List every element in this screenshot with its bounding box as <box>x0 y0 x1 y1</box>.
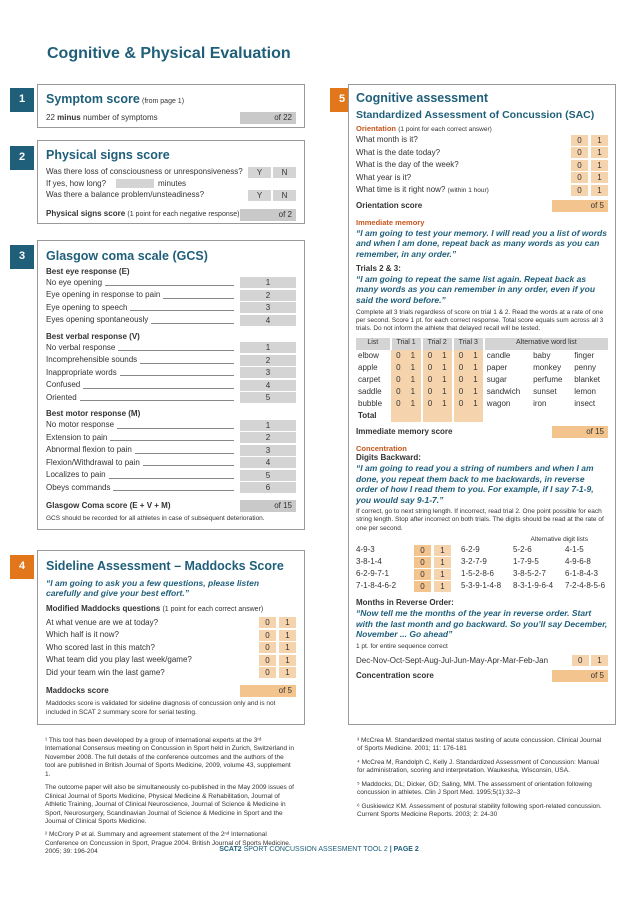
eye-response-title: Best eye response (E) <box>46 266 130 276</box>
question-text: At what venue are we at today? <box>46 617 159 627</box>
response-label: No eye opening <box>46 277 103 287</box>
response-label: Eye opening to speech <box>46 302 128 312</box>
trials-note: Complete all 3 trials regardless of score on trial 1 & 2. Read the words at a rate of one per second. Score 1 pt. for each correct response. Total score equals sum across all 3 trials. Do not inform the athlete that delayed recall will be tested. <box>356 308 604 333</box>
alt-word-cell: insect <box>574 398 596 408</box>
score-one[interactable]: 1 <box>591 185 608 196</box>
alt-word-cell: monkey <box>533 362 562 372</box>
trial-cell[interactable]: 0 1 <box>391 386 422 398</box>
months-sequence: Dec-Nov-Oct-Sept-Aug-Jul-Jun-May-Apr-Mar-Feb-Jan <box>356 655 549 665</box>
trials-title: Trials 2 & 3: <box>356 263 401 273</box>
alt-word-cell: sugar <box>486 374 507 384</box>
trial-cell[interactable]: 0 1 <box>391 362 422 374</box>
score-value-box[interactable]: 5 <box>240 470 296 481</box>
score-zero[interactable]: 0 <box>571 172 588 183</box>
trial-cell[interactable]: 0 1 <box>391 374 422 386</box>
maddocks-note: Maddocks score is validated for sideline diagnosis of concussion only and is not included in SCAT 2 summary score for serial testing. <box>46 700 276 716</box>
months-quote: “Now tell me the months of the year in reverse order. Start with the last month and go backward. So you’ll say December, November ... Go ahead” <box>356 608 608 640</box>
word-row <box>356 362 609 374</box>
word-table-header: Trial 1 <box>391 338 422 350</box>
dotted-line <box>109 472 234 479</box>
concentration-title: Concentration <box>356 443 407 453</box>
dotted-line <box>105 279 234 286</box>
maddocks-question-row <box>46 617 296 630</box>
dotted-line <box>135 447 234 454</box>
response-label: Extension to pain <box>46 432 108 442</box>
section-title: Physical signs score <box>46 148 170 162</box>
verbal-response-title: Best verbal response (V) <box>46 331 140 341</box>
alt-digit-string: 1-5-2-8-6 <box>461 569 494 579</box>
score-one[interactable]: 1 <box>434 557 451 568</box>
digit-row <box>356 556 608 568</box>
section-subtitle: Standardized Assessment of Concussion (SAC) <box>356 108 595 121</box>
total-cell[interactable] <box>422 410 453 422</box>
digit-row <box>356 580 608 592</box>
eye-response-row <box>46 277 296 290</box>
trials-quote: “I am going to repeat the same list again. Repeat back as many words as you can remember in any order, even if you said the word before.” <box>356 273 596 305</box>
score-one[interactable]: 1 <box>279 642 296 653</box>
score-label: Maddocks score <box>46 686 109 696</box>
score-one[interactable]: 1 <box>434 569 451 580</box>
footnotes-left <box>45 737 295 862</box>
response-label: No verbal response <box>46 342 116 352</box>
score-value-box[interactable]: 3 <box>240 445 296 456</box>
score-zero[interactable]: 0 <box>414 545 431 556</box>
dotted-line <box>118 344 234 351</box>
digit-string: 7-1-8-4-6-2 <box>356 581 397 591</box>
footnote: The outcome paper will also be simultaneously co-published in the May 2009 issues of Clinical Journal of Sports Medicine, Physical Medicine & Rehabilitation, Journal of Athletic Training, Journal of Clinical Neuroscience, Journal of Science & Medicine in Sport, Neurosurgery, Scandinavian Journal of Science & Medicine in Sport and the Journal of Clinical Sports Medicine. <box>45 784 294 825</box>
word-cell: apple <box>358 362 378 372</box>
score-one[interactable]: 1 <box>279 667 296 678</box>
question-text: Who scored last in this match? <box>46 642 155 652</box>
alt-digit-string: 7-2-4-8-5-6 <box>565 581 606 591</box>
dotted-line <box>130 304 234 311</box>
score-zero[interactable]: 0 <box>571 185 588 196</box>
motor-response-row <box>46 432 296 445</box>
score-label: Physical signs score (1 point for each negative response) <box>46 209 240 219</box>
score-value-box[interactable]: 1 <box>240 342 296 353</box>
dotted-line <box>83 382 234 389</box>
question-text: What year is it? <box>356 172 412 182</box>
maddocks-section <box>37 550 305 725</box>
motor-response-row <box>46 419 296 432</box>
memory-score-field[interactable]: of 15 <box>552 426 608 438</box>
score-one[interactable]: 1 <box>279 617 296 628</box>
alt-word-cell: iron <box>533 398 547 408</box>
trial-cell[interactable]: 0 1 <box>453 386 484 398</box>
word-row <box>356 374 609 386</box>
score-label: Immediate memory score <box>356 426 453 436</box>
trial-cell[interactable]: 0 1 <box>422 398 453 410</box>
question-text: Was there loss of consciousness or unresponsiveness? <box>46 166 243 176</box>
score-one[interactable]: 1 <box>591 147 608 158</box>
orientation-question-row <box>356 184 608 197</box>
yes-box[interactable]: Y <box>248 167 271 178</box>
symptom-score-field[interactable]: of 22 <box>240 112 296 124</box>
minutes-input[interactable] <box>116 179 154 188</box>
word-cell: bubble <box>358 398 383 408</box>
word-total-row <box>356 410 609 422</box>
alt-word-cell: penny <box>574 362 597 372</box>
dotted-line <box>163 292 234 299</box>
score-zero[interactable]: 0 <box>572 655 589 666</box>
orientation-question-row <box>356 146 608 159</box>
total-cell[interactable] <box>453 410 484 422</box>
word-cell: elbow <box>358 350 379 360</box>
physical-score-field[interactable]: of 2 <box>240 209 296 221</box>
response-label: Obeys commands <box>46 482 111 492</box>
score-value-box[interactable]: 1 <box>240 277 296 288</box>
score-one[interactable]: 1 <box>279 655 296 666</box>
orientation-question-row <box>356 171 608 184</box>
response-label: Flexion/Withdrawal to pain <box>46 457 140 467</box>
digit-string: 3-8-1-4 <box>356 557 382 567</box>
score-zero[interactable]: 0 <box>414 557 431 568</box>
alt-word-cell: lemon <box>574 386 597 396</box>
score-label: Orientation score <box>356 201 423 211</box>
page-footer: SCAT2 SPORT CONCUSSION ASSESMENT TOOL 2 | PAGE 2 <box>219 846 419 853</box>
eye-response-row <box>46 302 296 315</box>
alt-digit-string: 3-2-7-9 <box>461 557 487 567</box>
response-label: Oriented <box>46 392 77 402</box>
symptom-score-line: 22 minus number of symptoms <box>46 112 158 122</box>
question-text: What is the day of the week? <box>356 160 459 170</box>
score-value-box[interactable]: 4 <box>240 315 296 326</box>
dotted-line <box>110 434 234 441</box>
response-label: Eyes opening spontaneously <box>46 315 149 325</box>
gcs-note: GCS should be recorded for all athletes in case of subsequent deterioration. <box>46 515 265 523</box>
question-text: Which half is it now? <box>46 630 119 640</box>
word-table-header: Trial 2 <box>422 338 453 350</box>
word-row <box>356 386 609 398</box>
section-title: Cognitive assessment <box>356 91 488 105</box>
alt-digit-string: 1-7-9-5 <box>513 557 539 567</box>
eye-response-row <box>46 289 296 302</box>
motor-response-row <box>46 444 296 457</box>
score-zero[interactable]: 0 <box>259 617 276 628</box>
question-text: What month is it? <box>356 135 418 145</box>
question-text: Was there a balance problem/unsteadiness? <box>46 189 205 199</box>
maddocks-score-field[interactable]: of 5 <box>240 685 296 697</box>
no-box[interactable]: N <box>273 190 296 201</box>
dotted-line <box>143 459 234 466</box>
orientation-score-field[interactable]: of 5 <box>552 200 608 212</box>
alt-word-cell: sandwich <box>486 386 521 396</box>
alt-digit-string: 4-9-6-8 <box>565 557 591 567</box>
alt-word-cell: baby <box>533 350 551 360</box>
footnote: ⁶ Guskiewicz KM. Assessment of postural stability following sport-related concussion. Current Sports Medicine Reports. 2003; 2: 24-30 <box>357 802 602 819</box>
digit-row <box>356 568 608 580</box>
digit-row <box>356 544 608 556</box>
dotted-line <box>117 422 234 429</box>
from-page-note: (from page 1) <box>142 98 185 105</box>
section-number-badge: 3 <box>10 245 34 269</box>
cognitive-assessment-section: Cognitive assessment Standardized Assessment of Concussion (SAC) Orientation (1 point for each correct answer) What month is it? 0 1 What is the date today? 0 1 What is the day of the week? 0 1 What year is it? 0 1 What time is it right now? (within 1 hour) 0 1 Orientation score of 5 Immediate memory “I am going to test your memory. I will read you a list of words and when I am done, repeat back as many words as you can remember, in any order.” Trials 2 & 3: “I am going to repeat the same list again. Repeat back as many words as you can remember in any order, even if you said the word before.” Complete all 3 trials regardless of score on trial 1 & 2. Read the words at a rate of one per second. Score 1 pt. for each correct response. Total score equals sum across all 3 trials. Do not inform the athlete that delayed recall will be tested. List Trial 1 Trial 2 Trial 3 Alternative word list elbow 0 1 0 1 0 1 candle baby finger apple 0 1 0 1 0 1 paper monkey penny carpet 0 1 0 1 0 1 sugar perfume blanket saddle 0 1 0 1 0 1 sandwich sunset lemon bubble 0 1 0 1 0 1 wagon iron insect Total Immediate memory score of 15 Concentration Digits Backward: “I am going to read you a string of numbers and when I am done, you repeat them back to me backwards, in reverse order of how I read them to you. For example, if I say 7-1-9, you would say 9-1-7.” If correct, go to next string length. If incorrect, read trial 2. One point possible for each string length. Stop after incorrect on both trials. The digits should be read at the rate of one per second. Alternative digit lists 4-9-3 0 1 6-2-9 5-2-6 4-1-5 3-8-1-4 0 1 3-2-7-9 1-7-9-5 4-9-6-8 6-2-9-7-1 0 1 1-5-2-8-6 3-8-5-2-7 6-1-8-4-3 7-1-8-4-6-2 0 1 5-3-9-1-4-8 8-3-1-9-6-4 7-2-4-8-5-6 Months in Reverse Order: “Now tell me the months of the year in reverse order. Start with the last month and go backward. So you’ll say December, November ... Go ahead” 1 pt. for entire sequence correct Dec-Nov-Oct-Sept-Aug-Jul-Jun-May-Apr-Mar-Feb-Jan 0 1 Concentration score of 5 <box>348 84 616 725</box>
section-number-badge: 2 <box>10 146 34 170</box>
maddocks-question-row <box>46 629 296 642</box>
physical-signs-section <box>37 140 305 224</box>
footnotes-right <box>357 737 602 825</box>
score-zero[interactable]: 0 <box>259 630 276 641</box>
score-one[interactable]: 1 <box>591 160 608 171</box>
verbal-response-row <box>46 392 296 405</box>
orientation-question-row <box>356 134 608 147</box>
orientation-title: Orientation <box>356 123 397 133</box>
trial-cell[interactable]: 0 1 <box>453 350 484 362</box>
score-value-box[interactable]: 2 <box>240 432 296 443</box>
maddocks-question-row <box>46 667 296 680</box>
trial-cell[interactable]: 0 1 <box>391 398 422 410</box>
score-zero[interactable]: 0 <box>259 667 276 678</box>
question-text: What time is it right now? (within 1 hour) <box>356 185 489 195</box>
score-zero[interactable]: 0 <box>571 147 588 158</box>
score-label: Concentration score <box>356 671 434 681</box>
score-value-box[interactable]: 3 <box>240 367 296 378</box>
footnote: ¹ This tool has been developed by a group of international experts at the 3ʳᵈ International Consensus meeting on Concussion in Sport held in Zurich, Switzerland in November 2008. The full details of the conference outcomes and the authors of the tool are published in British Journal of Sports Medicine, 2009, volume 43, supplement 1. <box>45 737 294 778</box>
dotted-line <box>80 394 234 401</box>
response-label: No motor response <box>46 420 115 430</box>
score-value-box[interactable]: 2 <box>240 355 296 366</box>
score-value-box[interactable]: 2 <box>240 290 296 301</box>
trial-cell[interactable]: 0 1 <box>453 374 484 386</box>
score-value-box[interactable]: 1 <box>240 420 296 431</box>
trial-cell[interactable]: 0 1 <box>391 350 422 362</box>
score-value-box[interactable]: 4 <box>240 380 296 391</box>
dotted-line <box>140 357 234 364</box>
question-text: What team did you play last week/game? <box>46 655 192 665</box>
verbal-response-row <box>46 379 296 392</box>
section-number-badge: 4 <box>10 555 34 579</box>
question-text: If yes, how long? <box>46 178 107 188</box>
response-label: Confused <box>46 380 81 390</box>
motor-response-title: Best motor response (M) <box>46 409 141 419</box>
score-value-box[interactable]: 4 <box>240 457 296 468</box>
word-table-header: List <box>356 338 391 350</box>
digits-quote: “I am going to read you a string of numbers and when I am done, you repeat them back to me backwards, in reverse order of how I read them to you. For example, if I say 7-1-9, you would say 9-1-7.” <box>356 463 594 506</box>
alt-digit-title: Alternative digit lists <box>530 536 588 543</box>
word-table-header: Alternative word list <box>484 338 609 350</box>
alt-word-cell: wagon <box>486 398 511 408</box>
alt-word-cell: finger <box>574 350 595 360</box>
response-label: Localizes to pain <box>46 470 106 480</box>
score-zero[interactable]: 0 <box>259 642 276 653</box>
trial-cell[interactable]: 0 1 <box>453 398 484 410</box>
maddocks-question-row <box>46 654 296 667</box>
response-label: Inappropriate words <box>46 367 117 377</box>
immediate-memory-title: Immediate memory <box>356 218 425 228</box>
score-zero[interactable]: 0 <box>571 135 588 146</box>
section-number-badge: 1 <box>10 88 34 112</box>
alt-digit-string: 4-1-5 <box>565 545 584 555</box>
yes-box[interactable]: Y <box>248 190 271 201</box>
alt-digit-string: 5-3-9-1-4-8 <box>461 581 502 591</box>
motor-response-row <box>46 482 296 495</box>
digits-note: If correct, go to next string length. If incorrect, read trial 2. One point possible for each string length. Stop after incorrect on both trials. The digits should be read at the rate of one per second. <box>356 507 604 532</box>
alt-digit-string: 8-3-1-9-6-4 <box>513 581 554 591</box>
word-list-table <box>356 338 610 422</box>
word-row <box>356 350 609 362</box>
alt-word-cell: blanket <box>574 374 601 384</box>
digit-string: 4-9-3 <box>356 545 375 555</box>
section-title: Symptom score <box>46 92 140 106</box>
alt-word-cell: sunset <box>533 386 557 396</box>
score-zero[interactable]: 0 <box>414 581 431 592</box>
dotted-line <box>120 369 234 376</box>
response-label: Abnormal flexion to pain <box>46 445 132 455</box>
word-table-header: Trial 3 <box>453 338 484 350</box>
orientation-question-row <box>356 159 608 172</box>
digit-string: 6-2-9-7-1 <box>356 569 389 579</box>
footnote: ² McCrory P et al. Summary and agreement statement of the 2ⁿᵈ International Conference on Concussion in Sport, Prague 2004. British Journal of Sports Medicine. 2005; 39: 196-204 <box>45 831 291 856</box>
trial-cell[interactable]: 0 1 <box>453 362 484 374</box>
alt-digit-string: 6-1-8-4-3 <box>565 569 598 579</box>
score-one[interactable]: 1 <box>591 135 608 146</box>
no-box[interactable]: N <box>273 167 296 178</box>
score-one[interactable]: 1 <box>434 545 451 556</box>
eye-response-row <box>46 314 296 327</box>
response-label: Eye opening in response to pain <box>46 290 161 300</box>
section-number-badge: 5 <box>330 88 354 112</box>
score-one[interactable]: 1 <box>591 172 608 183</box>
footnote: ³ McCrea M. Standardized mental status testing of acute concussion. Clinical Journal of Sports Medicine. 2001; 11: 176-181 <box>357 737 602 753</box>
gcs-section <box>37 240 305 530</box>
symptom-score-section <box>37 84 305 128</box>
trial-cell[interactable]: 0 1 <box>422 374 453 386</box>
months-note: 1 pt. for entire sequence correct <box>356 643 448 650</box>
alt-word-cell: paper <box>486 362 508 372</box>
score-value-box[interactable]: 3 <box>240 302 296 313</box>
footnote: ⁴ McCrea M, Randolph C, Kelly J. Standardized Assessment of Concussion: Manual for administration, scoring and interpretation. Waukesha, Wisconsin, USA. <box>357 758 599 775</box>
concentration-score-field[interactable]: of 5 <box>552 670 608 682</box>
question-text: Did your team win the last game? <box>46 667 165 677</box>
minutes-label: minutes <box>158 178 187 188</box>
verbal-response-row <box>46 354 296 367</box>
score-zero[interactable]: 0 <box>414 569 431 580</box>
dotted-line <box>113 484 234 491</box>
page-title: Cognitive & Physical Evaluation <box>47 45 291 62</box>
maddocks-question-row <box>46 642 296 655</box>
response-label: Incomprehensible sounds <box>46 355 138 365</box>
total-label: Total <box>358 410 377 420</box>
memory-quote: “I am going to test your memory. I will read you a list of words and when I am done, repeat back as many words as you can remember, in any order.” <box>356 227 607 259</box>
months-title: Months in Reverse Order: <box>356 598 454 608</box>
trial-cell[interactable]: 0 1 <box>422 350 453 362</box>
score-value-box[interactable]: 5 <box>240 392 296 403</box>
trial-cell[interactable]: 0 1 <box>422 386 453 398</box>
section-title: Sideline Assessment – Maddocks Score <box>46 559 284 573</box>
alt-digit-string: 5-2-6 <box>513 545 532 555</box>
gcs-score-field[interactable]: of 15 <box>240 500 296 512</box>
footnote: ⁵ Maddocks, DL; Dicker, GD; Saling, MM. The assessment of orientation following concussion in athletes. Clin J Sport Med. 1995;5(1):32–3 <box>357 780 592 797</box>
question-text: What is the date today? <box>356 147 441 157</box>
digits-title: Digits Backward: <box>356 453 421 463</box>
score-one[interactable]: 1 <box>279 630 296 641</box>
word-row <box>356 398 609 410</box>
motor-response-row <box>46 469 296 482</box>
score-value-box[interactable]: 6 <box>240 482 296 493</box>
alt-word-cell: candle <box>486 350 511 360</box>
verbal-response-row <box>46 342 296 355</box>
verbal-response-row <box>46 367 296 380</box>
alt-digit-string: 3-8-5-2-7 <box>513 569 546 579</box>
word-cell: saddle <box>358 386 382 396</box>
score-zero[interactable]: 0 <box>571 160 588 171</box>
trial-cell[interactable]: 0 1 <box>422 362 453 374</box>
word-cell: carpet <box>358 374 381 384</box>
maddocks-quote: “I am going to ask you a few questions, please listen carefully and give your best effort.” <box>46 577 260 599</box>
total-cell[interactable] <box>391 410 422 422</box>
score-one[interactable]: 1 <box>591 655 608 666</box>
motor-response-row <box>46 457 296 470</box>
alt-word-cell: perfume <box>533 374 563 384</box>
alt-digit-string: 6-2-9 <box>461 545 480 555</box>
maddocks-subtitle: Modified Maddocks questions (1 point for each correct answer) <box>46 603 264 613</box>
score-zero[interactable]: 0 <box>259 655 276 666</box>
score-label: Glasgow Coma score (E + V + M) <box>46 501 171 511</box>
section-title: Glasgow coma scale (GCS) <box>46 249 208 263</box>
score-one[interactable]: 1 <box>434 581 451 592</box>
dotted-line <box>151 317 234 324</box>
